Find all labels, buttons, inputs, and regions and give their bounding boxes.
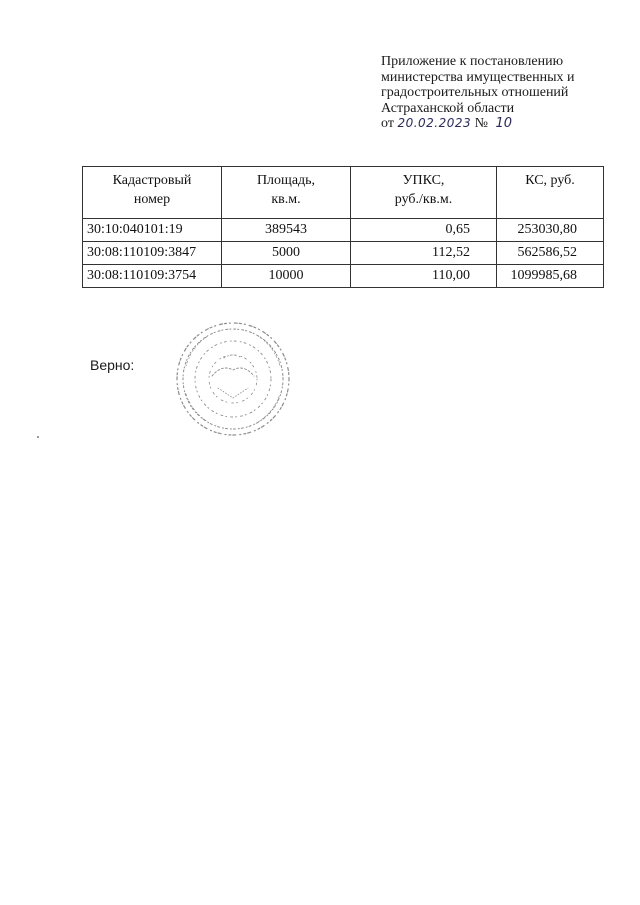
appendix-header (381, 54, 621, 132)
cell-area: 5000 (222, 242, 351, 265)
official-seal-stamp (172, 318, 294, 440)
cell-ks: 253030,80 (497, 219, 604, 242)
scan-speck (37, 436, 39, 438)
header-area-line1: Площадь, (256, 173, 316, 188)
header-cadastral-line2: номер (133, 192, 171, 207)
cadastral-value-table (82, 166, 604, 288)
cell-ks: 562586,52 (497, 242, 604, 265)
header-cadastral-number (83, 167, 222, 219)
header-upks (351, 167, 497, 219)
table-header-row (83, 167, 604, 219)
cell-upks: 112,52 (351, 242, 497, 265)
verification-label: Верно: (90, 357, 135, 373)
cell-upks: 0,65 (351, 219, 497, 242)
cell-upks: 110,00 (351, 265, 497, 288)
header-ks (497, 167, 604, 219)
header-area-line2: кв.м. (271, 192, 301, 207)
cell-area: 10000 (222, 265, 351, 288)
header-area (222, 167, 351, 219)
cell-cadastral: 30:10:040101:19 (83, 219, 222, 242)
cell-area: 389543 (222, 219, 351, 242)
cell-ks: 1099985,68 (497, 265, 604, 288)
date-prefix: от (381, 116, 394, 131)
appendix-line-4: Астраханской области (381, 100, 515, 116)
handwritten-number: 10 (495, 116, 513, 131)
header-ks-line1: КС, руб. (525, 173, 575, 188)
appendix-line-1: Приложение к постановлению (381, 54, 564, 69)
appendix-date-line (381, 116, 621, 132)
table-row (83, 242, 604, 265)
header-upks-line2: руб./кв.м. (394, 192, 453, 207)
handwritten-date: 20.02.2023 (397, 116, 472, 130)
table-row (83, 265, 604, 288)
number-sign: № (474, 116, 489, 131)
cell-cadastral: 30:08:110109:3754 (83, 265, 222, 288)
appendix-line-2: министерства имущественных и (381, 69, 575, 85)
table-row (83, 219, 604, 242)
header-cadastral-line1: Кадастровый (112, 173, 192, 188)
header-upks-line1: УПКС, (402, 173, 445, 188)
cell-cadastral: 30:08:110109:3847 (83, 242, 222, 265)
appendix-line-3: градостроительных отношений (381, 85, 569, 100)
